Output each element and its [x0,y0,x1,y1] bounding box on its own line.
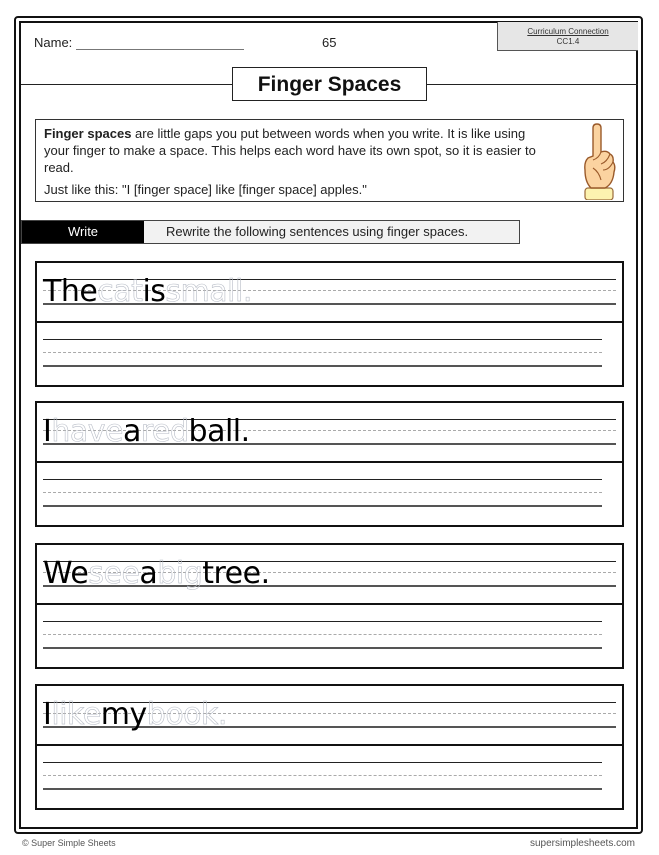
curriculum-label: Curriculum Connection [527,27,609,36]
guide-line [43,365,602,367]
trace-area [37,545,622,605]
write-tag: Write [22,221,144,243]
trace-sentence [43,273,252,311]
guide-line [43,339,602,340]
sentence-word: red [140,414,189,449]
sentence-card [35,261,624,387]
guide-line [43,788,602,790]
footer-site: supersimplesheets.com [529,838,635,849]
sentence-word: my [100,697,147,732]
page-number: 65 [322,35,337,50]
footer-copyright: © Super Simple Sheets [22,838,116,848]
guide-line [43,762,602,763]
sentence-word: like [51,697,101,732]
intro-box [35,119,624,202]
writing-area[interactable] [37,605,622,667]
sentence-word: a [122,414,141,449]
intro-text [44,125,539,176]
sentence-word: cat [97,274,143,309]
name-input-line[interactable] [76,37,244,50]
sentence-word: The [43,274,98,309]
curriculum-code: CC1.4 [556,37,580,46]
trace-area [37,403,622,463]
guide-line [43,505,602,507]
guide-line [43,621,602,622]
sentence-word: ball. [188,414,250,449]
sentence-word: I [43,697,52,732]
trace-sentence [43,555,270,593]
sentence-word: small. [165,274,252,309]
trace-area [37,686,622,746]
guide-line [43,492,602,493]
sentence-word: a [139,556,158,591]
sentence-word: see [88,556,140,591]
intro-body: are little gaps you put between words when you write. It is like using your finger to make a space. This helps each word have its own spot, so it is easier to read. [44,126,536,175]
trace-area [37,263,622,323]
sentence-card [35,543,624,669]
guide-line [43,647,602,649]
name-label: Name: [34,35,73,50]
sentence-word: book. [146,697,227,732]
trace-sentence [43,413,250,451]
instruction-text: Rewrite the following sentences using finger spaces. [144,221,519,243]
trace-sentence [43,696,227,734]
sentence-word: We [43,556,89,591]
guide-line [43,352,602,353]
guide-line [43,479,602,480]
sentence-word: tree. [202,556,270,591]
writing-area[interactable] [37,323,622,385]
intro-bold-term: Finger spaces [44,126,132,141]
sentence-word: have [51,414,123,449]
sentence-word: I [43,414,52,449]
sentence-card [35,684,624,810]
page-title: Finger Spaces [232,67,427,101]
instruction-bar [21,220,520,244]
curriculum-connection-box [497,22,638,51]
sentence-word: is [142,274,166,309]
sentence-word: big [157,556,203,591]
writing-area[interactable] [37,463,622,525]
name-field[interactable] [34,35,244,50]
pointing-finger-icon [579,122,619,200]
guide-line [43,775,602,776]
sentence-card [35,401,624,527]
intro-example: Just like this: "I [finger space] like [finger space] apples." [44,182,367,197]
writing-area[interactable] [37,746,622,808]
guide-line [43,634,602,635]
